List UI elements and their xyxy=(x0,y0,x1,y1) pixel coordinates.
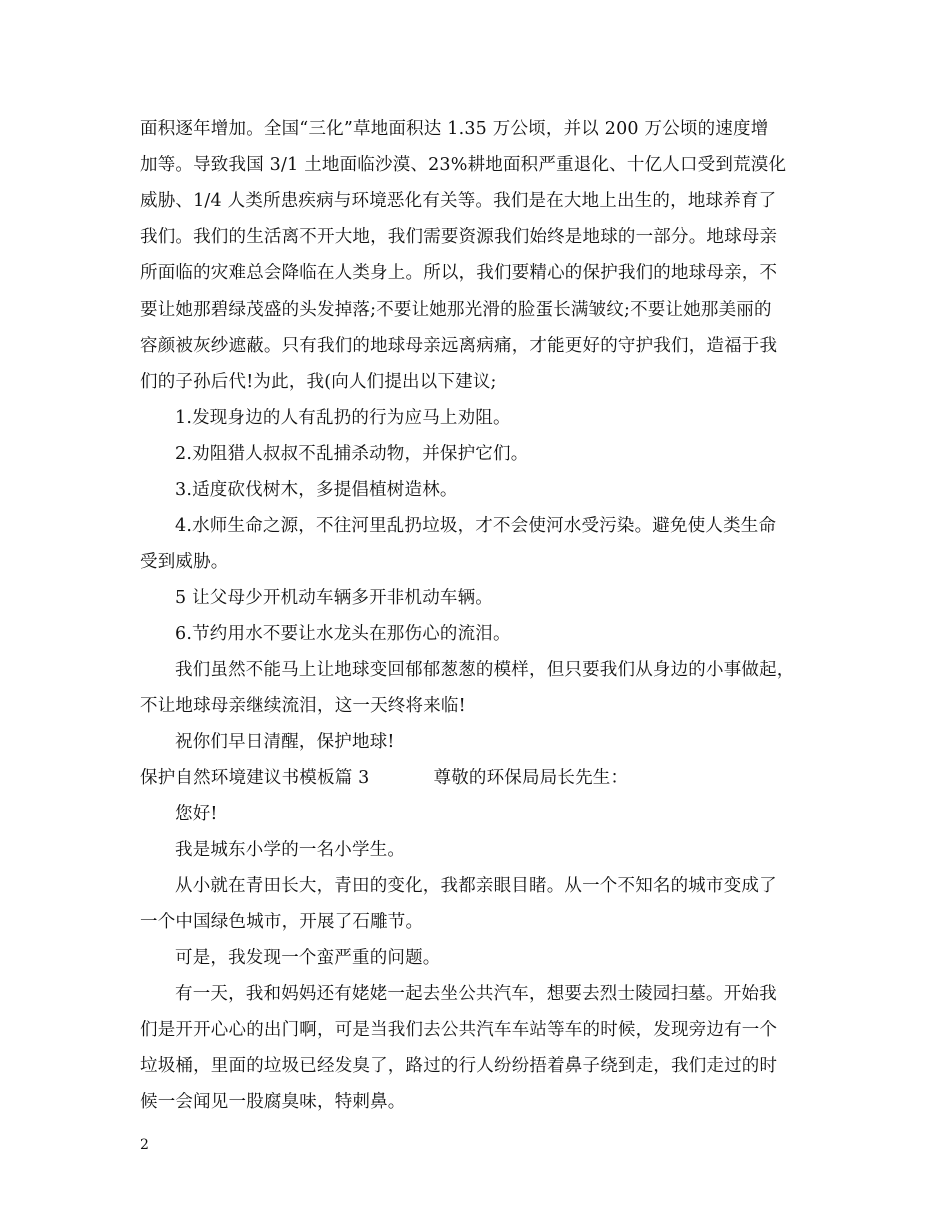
text-line: 要让她那碧绿茂盛的头发掉落;不要让她那光滑的脸蛋长满皱纹;不要让她那美丽的 xyxy=(140,300,772,320)
text-line: 不让地球母亲继续流泪，这一天终将来临! xyxy=(140,696,466,716)
section-title: 保护自然环境建议书模板篇 3 xyxy=(140,768,370,788)
text-line: 容颜被灰纱遮蔽。只有我们的地球母亲远离病痛，才能更好的守护我们，造福于我 xyxy=(140,336,778,356)
suggestion-item: 6.节约用水不要让水龙头在那伤心的流泪。 xyxy=(175,624,511,644)
text-line: 加等。导致我国 3/1 土地面临沙漠、23%耕地面积严重退化、十亿人口受到荒漠化 xyxy=(140,155,787,175)
suggestion-item: 3.适度砍伐树木，多提倡植树造林。 xyxy=(175,480,458,500)
text-line: 我们。我们的生活离不开大地，我们需要资源我们始终是地球的一部分。地球母亲 xyxy=(140,227,778,247)
text-line: 我们虽然不能马上让地球变回郁郁葱葱的模样，但只要我们从身边的小事做起， xyxy=(175,660,795,680)
greeting: 您好! xyxy=(175,804,218,824)
text-line: 威胁、1/4 人类所患疾病与环境恶化有关等。我们是在大地上出生的，地球养育了 xyxy=(140,191,777,211)
suggestion-item: 5 让父母少开机动车辆多开非机动车辆。 xyxy=(175,588,493,608)
text-line: 我是城东小学的一名小学生。 xyxy=(175,840,406,860)
text-line: 有一天，我和妈妈还有姥姥一起去坐公共汽车，想要去烈士陵园扫墓。开始我 xyxy=(175,984,777,1004)
text-line: 从小就在青田长大，青田的变化，我都亲眼目睹。从一个不知名的城市变成了 xyxy=(175,876,777,896)
text-line: 面积逐年增加。全国“三化”草地面积达 1.35 万公顷，并以 200 万公顷的速度增 xyxy=(140,119,769,139)
text-line: 们是开开心心的出门啊，可是当我们去公共汽车车站等车的时候，发现旁边有一个 xyxy=(140,1020,778,1040)
salutation: 尊敬的环保局局长先生： xyxy=(433,768,629,788)
suggestion-item: 2.劝阻猎人叔叔不乱捕杀动物，并保护它们。 xyxy=(175,444,529,464)
suggestion-item: 4.水师生命之源，不往河里乱扔垃圾，才不会使河水受污染。避免使人类生命 xyxy=(175,516,777,536)
text-line: 受到威胁。 xyxy=(140,552,229,572)
text-line: 候一会闻见一股腐臭味，特刺鼻。 xyxy=(140,1092,406,1112)
text-line: 一个中国绿色城市，开展了石雕节。 xyxy=(140,912,424,932)
page-number: 2 xyxy=(140,1137,149,1153)
text-line: 垃圾桶，里面的垃圾已经发臭了，路过的行人纷纷捂着鼻子绕到走，我们走过的时 xyxy=(140,1056,778,1076)
text-line: 所面临的灾难总会降临在人类身上。所以，我们要精心的保护我们的地球母亲，不 xyxy=(140,263,778,283)
text-line: 们的子孙后代!为此，我(向人们提出以下建议; xyxy=(140,372,497,392)
closing-line: 祝你们早日清醒，保护地球! xyxy=(175,732,395,752)
suggestion-item: 1.发现身边的人有乱扔的行为应马上劝阻。 xyxy=(175,408,511,428)
text-line: 可是，我发现一个蛮严重的问题。 xyxy=(175,948,441,968)
section-heading-line xyxy=(140,766,628,790)
